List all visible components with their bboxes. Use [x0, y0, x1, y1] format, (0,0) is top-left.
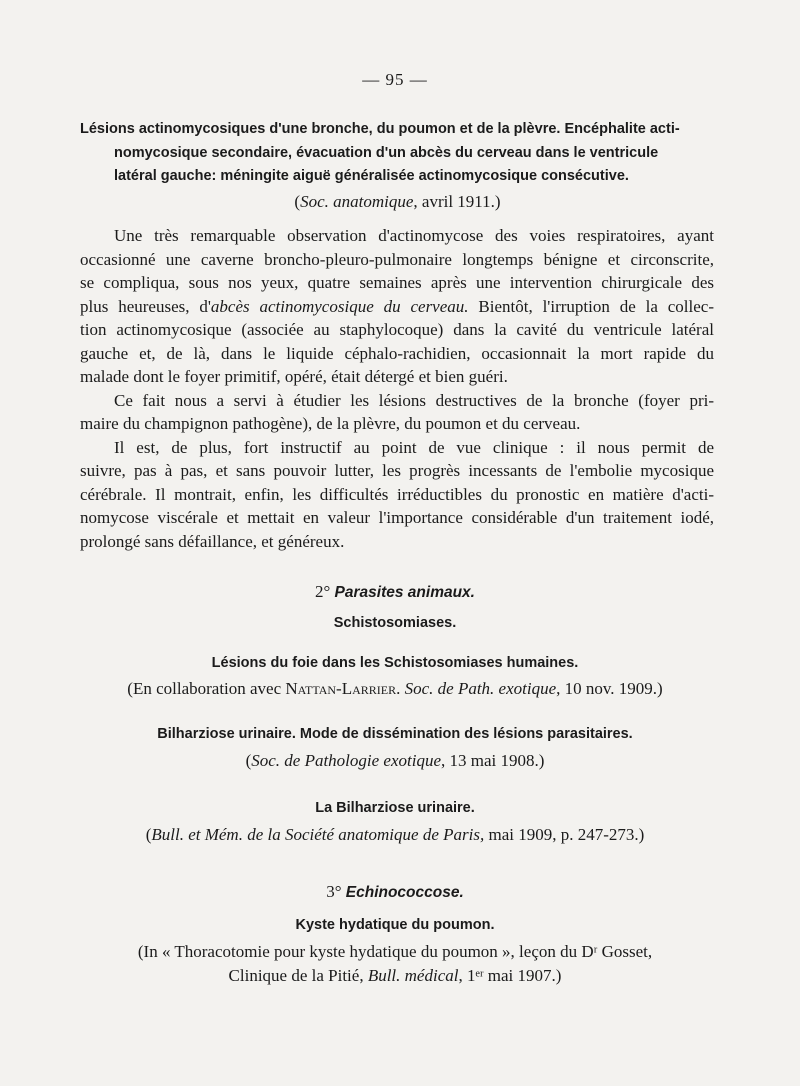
entry-title: Kyste hydatique du poumon.: [295, 917, 495, 933]
entry-citation: (Bull. et Mém. de la Société anatomique de Paris, mai 1909, p. 247-273.): [145, 825, 645, 844]
paragraph: [80, 389, 714, 436]
entry-title: La Bilharziose urinaire.: [315, 800, 475, 816]
section-title: Echinococcose.: [345, 884, 464, 901]
heading-line: latéral gauche: méningite aiguë généralisée actinomycosique consécutive.: [114, 168, 629, 184]
text-line: Il est, de plus, fort instructif au point de vue clinique : il nous permit de: [114, 437, 714, 457]
citation-line: (In « Thoracotomie pour kyste hydatique du poumon », leçon du Dʳ Gosset,: [137, 942, 653, 961]
entry-title: Bilharziose urinaire. Mode de dissémination des lésions parasitaires.: [157, 726, 633, 742]
section-title: Parasites animaux.: [334, 584, 475, 601]
section-heading-echinococcose: [80, 880, 710, 905]
actinomycosis-heading-block: [80, 118, 715, 213]
text-line: maire du champignon pathogène), de la plèvre, du poumon et du cerveau.: [80, 414, 581, 433]
text-line: Une très remarquable observation d'actinomycose des voies respiratoires, ayant: [114, 226, 714, 245]
text-line: nomycose viscérale et mettait en valeur l'importance considérable d'un traitement iodé,: [80, 508, 714, 527]
text-line: tion actinomycosique (associée au staphylocoque) dans la cavité du ventricule latéral: [80, 320, 714, 339]
journal-name: Soc. de Pathologie exotique: [251, 751, 442, 770]
citation: (Soc. anatomique, avril 1911.): [294, 191, 501, 211]
subsection-title: Schistosomiases.: [333, 615, 457, 631]
journal-name: Bull. et Mém. de la Société anatomique de Paris,: [151, 825, 485, 844]
author-name: Nattan-Larrier: [285, 679, 397, 698]
section-number: 3°: [326, 882, 346, 901]
journal-name: Bull. médical: [367, 966, 459, 985]
section-number: 2°: [314, 582, 335, 601]
entry-title: Lésions du foie dans les Schistosomiases humaines.: [211, 655, 579, 671]
journal-name: Soc. de Path. exotique: [404, 679, 557, 698]
text-line: occasionné une caverne broncho-pleuro-pulmonaire longtemps bénigne et circonscrite,: [80, 249, 714, 269]
text-line: malade dont le foyer primitif, opéré, était détergé et bien guéri.: [80, 367, 508, 386]
entry-citation: (Soc. de Pathologie exotique, 13 mai 1908.): [245, 751, 545, 770]
text-line: se compliqua, sous nos yeux, quatre semaines après une intervention chirurgicale des: [80, 273, 714, 292]
section-heading-parasites: [80, 580, 710, 605]
entry-citation: (En collaboration avec Nattan-Larrier. Soc. de Path. exotique, 10 nov. 1909.): [127, 679, 663, 698]
paragraph: [80, 436, 714, 554]
heading-line: nomycosique secondaire, évacuation d'un abcès du cerveau dans le ventricule: [114, 144, 659, 161]
text-line: plus heureuses, d'abcès actinomycosique du cerveau. Bientôt, l'irruption de la collec-: [80, 296, 715, 316]
text-line: prolongé sans défaillance, et généreux.: [80, 531, 345, 551]
page-number: — 95 —: [362, 70, 428, 89]
text-line: gauche et, de là, dans le liquide céphalo-rachidien, occasionnait la mort rapide du: [80, 343, 714, 363]
entry-citation: [80, 940, 710, 988]
paragraph: [80, 224, 714, 389]
journal-name: Soc. anatomique: [300, 191, 414, 211]
text-line: suivre, pas à pas, et sans pouvoir lutter, les progrès incessants de l'embolie mycosique: [80, 461, 714, 480]
emphasis: abcès actinomycosique du cerveau.: [210, 296, 469, 316]
text-line: cérébrale. Il montrait, enfin, les difficultés irréductibles du pronostic en matière d'acti-: [80, 484, 714, 504]
body-text: [80, 224, 714, 553]
citation-line: Clinique de la Pitié, Bull. médical, 1ᵉʳ mai 1907.): [228, 966, 562, 985]
text-line: Ce fait nous a servi à étudier les lésions destructives de la bronche (foyer pri-: [114, 390, 714, 410]
heading-line: Lésions actinomycosiques d'une bronche, du poumon et de la plèvre. Encéphalite acti-: [80, 121, 680, 137]
